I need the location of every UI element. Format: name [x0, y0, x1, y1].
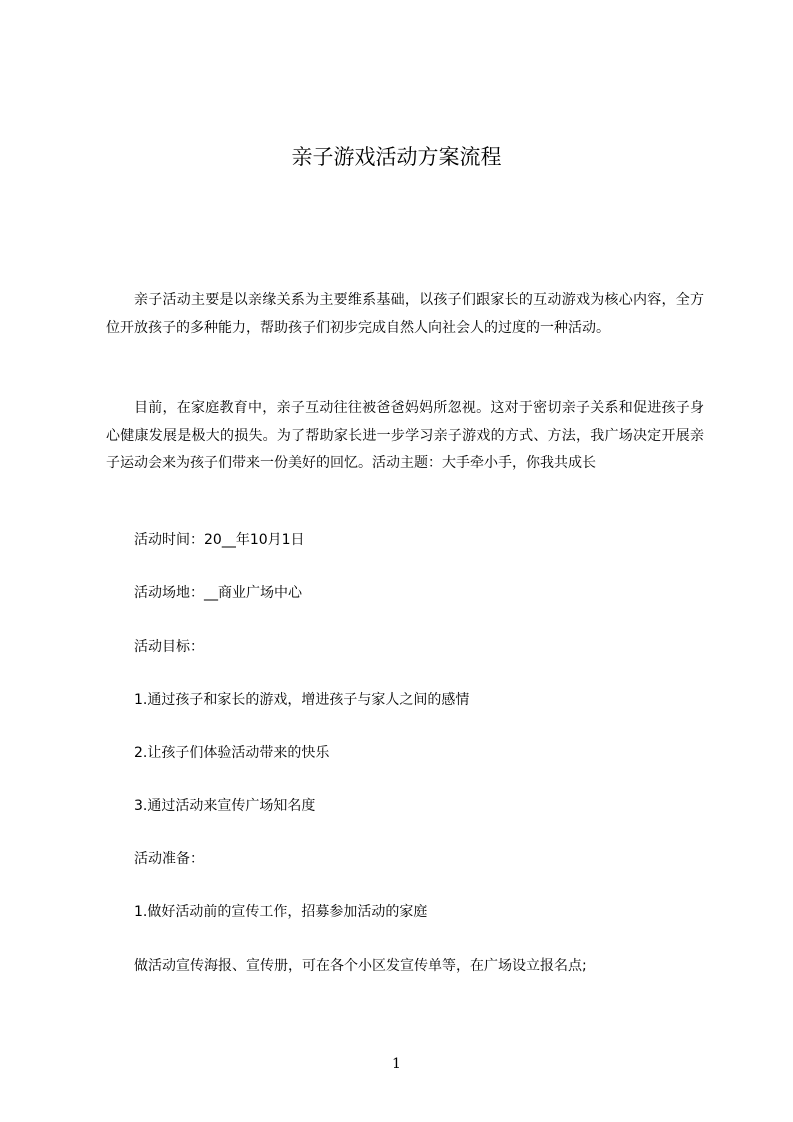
goal-item-3: 3.通过活动来宣传广场知名度 — [134, 798, 316, 814]
activity-time: 活动时间：20__年10月1日 — [134, 532, 305, 548]
goal-item-2: 2.让孩子们体验活动带来的快乐 — [134, 745, 330, 761]
activity-prep-heading: 活动准备： — [134, 851, 204, 867]
prep-item-1: 1.做好活动前的宣传工作，招募参加活动的家庭 — [134, 904, 428, 920]
activity-venue: 活动场地：__商业广场中心 — [134, 585, 302, 601]
page-number: 1 — [392, 1056, 401, 1072]
page-title: 亲子游戏活动方案流程 — [291, 145, 502, 169]
activity-goals-heading: 活动目标： — [134, 639, 204, 655]
prep-detail: 做活动宣传海报、宣传册，可在各个小区发宣传单等，在广场设立报名点; — [134, 958, 587, 974]
paragraph-background: 目前，在家庭教育中，亲子互动往往被爸爸妈妈所忽视。这对于密切亲子关系和促进孩子身心健康发展是极大的损失。为了帮助家长进一步学习亲子游戏的方式、方法，我广场决定开展亲子运动会来为孩子们带来一份美好的回忆。活动主题：大手牵小手，你我共成长 — [106, 400, 704, 471]
goal-item-1: 1.通过孩子和家长的游戏，增进孩子与家人之间的感情 — [134, 692, 470, 708]
paragraph-intro: 亲子活动主要是以亲缘关系为主要维系基础，以孩子们跟家长的互动游戏为核心内容，全方位开放孩子的多种能力，帮助孩子们初步完成自然人向社会人的过度的一种活动。 — [106, 292, 704, 336]
